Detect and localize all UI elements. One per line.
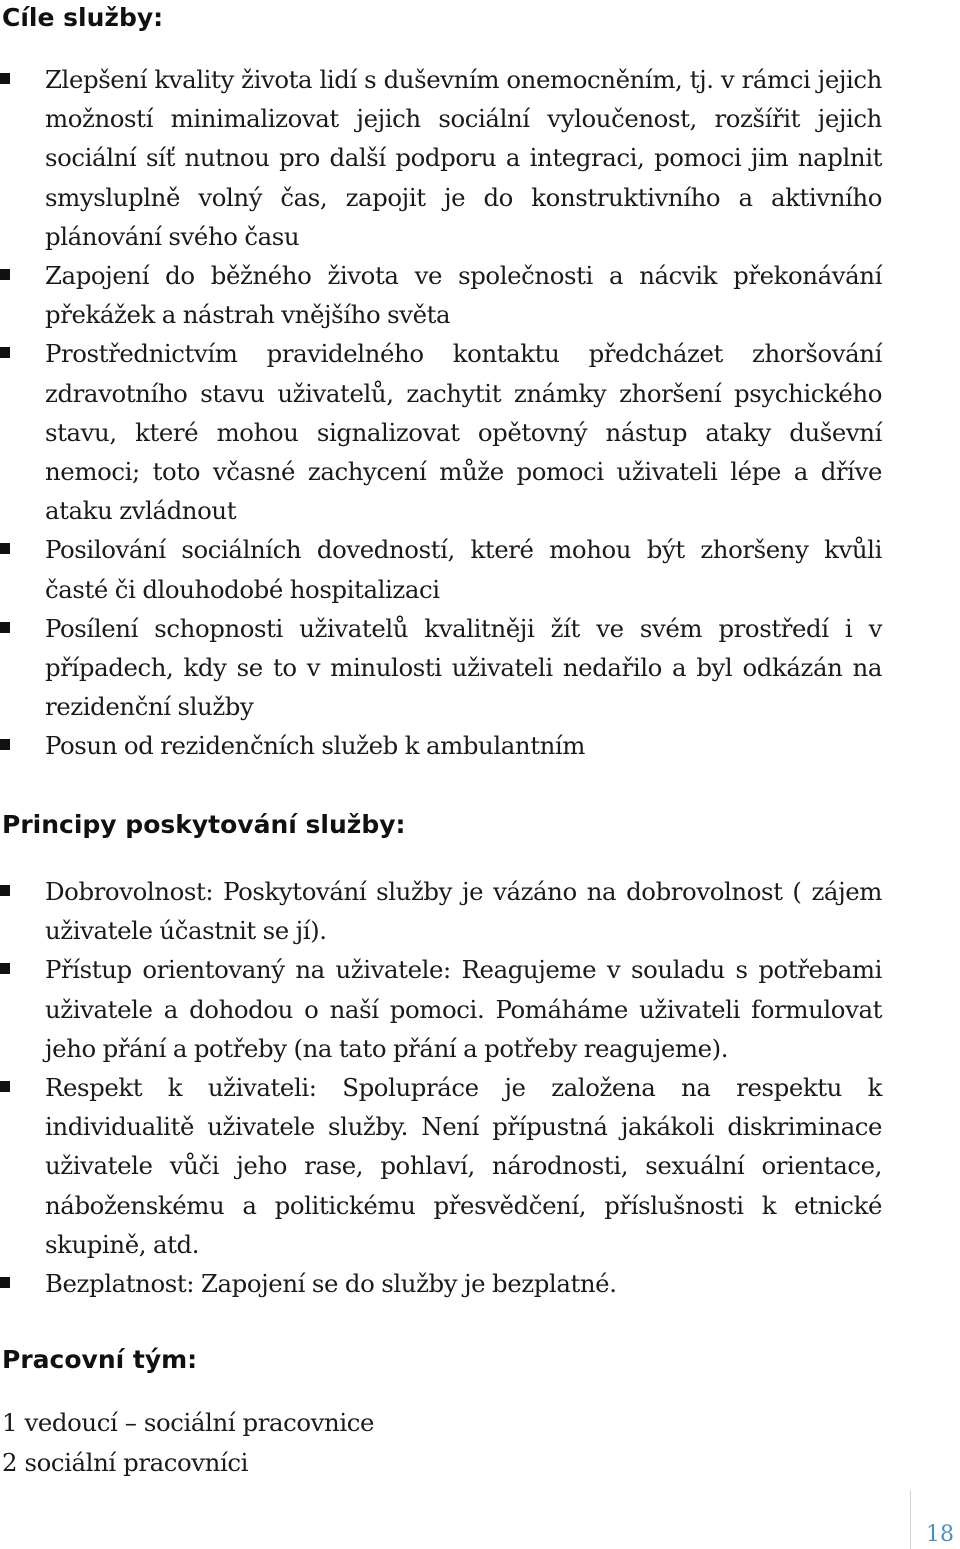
list-item	[0, 950, 960, 1068]
principles-item-text: Bezplatnost: Zapojení se do služby je bezplatné.	[45, 1269, 617, 1299]
goals-item-text: Prostřednictvím pravidelného kontaktu předcházet zhoršování zdravotního stavu uživatelů, zachytit známky zhoršení psychického stavu, které mohou signalizovat opětovný nástup ataky duševní nemoci; toto včasné zachycení může pomoci uživateli lépe a dříve ataku zvládnout	[45, 339, 882, 526]
goals-item-text: Posilování sociálních dovedností, které mohou být zhoršeny kvůli časté či dlouhodobé hospitalizaci	[45, 535, 882, 604]
principles-item-text: Dobrovolnost: Poskytování služby je vázáno na dobrovolnost ( zájem uživatele účastnit se jí).	[45, 877, 882, 946]
list-item	[0, 1068, 960, 1264]
goals-heading: Cíle služby:	[2, 3, 164, 32]
team-line: 2 sociální pracovníci	[2, 1447, 249, 1477]
square-bullet-icon	[0, 269, 10, 280]
square-bullet-icon	[0, 622, 10, 633]
square-bullet-icon	[0, 1277, 10, 1288]
team-list	[2, 1403, 374, 1482]
square-bullet-icon	[0, 1081, 10, 1092]
team-heading: Pracovní tým:	[2, 1345, 198, 1374]
square-bullet-icon	[0, 885, 10, 896]
list-item	[0, 726, 960, 765]
list-item	[0, 530, 960, 608]
page-number: 18	[926, 1522, 954, 1547]
team-line: 1 vedoucí – sociální pracovnice	[2, 1408, 375, 1437]
principles-list	[0, 872, 960, 1303]
goals-item-text: Posun od rezidenčních služeb k ambulantním	[45, 731, 586, 761]
list-item	[0, 872, 960, 950]
square-bullet-icon	[0, 73, 10, 84]
principles-item-text: Respekt k uživateli: Spolupráce je založena na respektu k individualitě uživatele služby. Není přípustná jakákoli diskriminace uživatele vůči jeho rase, pohlaví, národnosti, sexuální orientace, náboženskému a politickému přesvědčení, příslušnosti k etnické skupině, atd.	[45, 1073, 882, 1259]
square-bullet-icon	[0, 963, 10, 974]
list-item	[0, 334, 960, 530]
goals-list	[0, 60, 960, 766]
principles-heading: Principy poskytování služby:	[2, 810, 406, 839]
goals-item-text: Zlepšení kvality života lidí s duševním onemocněním, tj. v rámci jejich možností minimalizovat jejich sociální vyloučenost, rozšířit jejich sociální síť nutnou pro další podporu a integraci, pomoci jim naplnit smysluplně volný čas, zapojit je do konstruktivního a aktivního plánování svého času	[45, 65, 882, 251]
square-bullet-icon	[0, 739, 10, 750]
principles-item-text: Přístup orientovaný na uživatele: Reagujeme v souladu s potřebami uživatele a dohodou o naší pomoci. Pomáháme uživateli formulovat jeho přání a potřeby (na tato přání a potřeby reagujeme).	[45, 955, 882, 1063]
page-number-divider	[910, 1490, 911, 1549]
list-item	[0, 1264, 960, 1303]
list-item	[0, 256, 960, 334]
square-bullet-icon	[0, 347, 10, 358]
square-bullet-icon	[0, 543, 10, 554]
list-item	[0, 609, 960, 727]
list-item	[0, 60, 960, 256]
goals-item-text: Posílení schopnosti uživatelů kvalitněji žít ve svém prostředí i v případech, kdy se to v minulosti uživateli nedařilo a byl odkázán na rezidenční služby	[45, 613, 882, 722]
goals-item-text: Zapojení do běžného života ve společnosti a nácvik překonávání překážek a nástrah vnějšího světa	[45, 261, 882, 330]
